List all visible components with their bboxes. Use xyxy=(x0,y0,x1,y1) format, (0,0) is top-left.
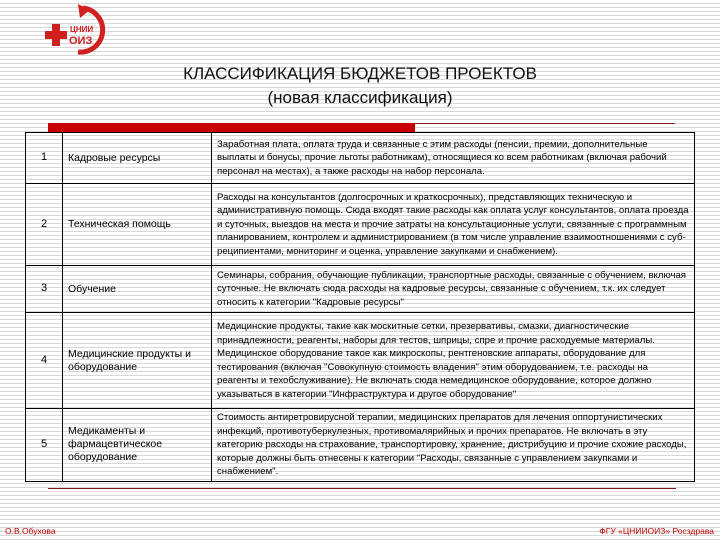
row-description: Стоимость антиретровирусной терапии, медицинских препаратов для лечения оппортунистических инфекций, противотуберкулезных, противомалярийных и прочих препаратов. Не включать в эту категорию расходы на страхование, транспортировку, хранение, дистрибуцию и прочие схожие расходы, которые должны быть отнесены к категории "Расходы, связанные с управлением закупками и снабжением". xyxy=(212,409,695,482)
row-number: 5 xyxy=(26,409,63,482)
table-row xyxy=(26,184,695,266)
row-category: Техническая помощь xyxy=(63,184,212,266)
table-row xyxy=(26,409,695,482)
row-number: 1 xyxy=(26,133,63,184)
footer-organization: ФГУ «ЦНИИОИЗ» Росздрава xyxy=(599,526,714,536)
row-description: Расходы на консультантов (долгосрочных и краткосрочных), представляющих техническую и административную помощь. Сюда входят такие расходы как оплата услуг консультантов, оплата проезда и суточных, выездов на места и прочие затраты на консультационные услуги, связанные с программным планированием, контролем и администрированием (в том числе управление взаимоотношениями с суб-реципиентами, мониторинг и оценка, управление закупками и снабжением). xyxy=(212,184,695,266)
footer-divider xyxy=(48,488,676,489)
row-category: Кадровые ресурсы xyxy=(63,133,212,184)
table-row xyxy=(26,313,695,409)
page-subtitle: (новая классификация) xyxy=(267,88,453,107)
table-row xyxy=(26,133,695,184)
svg-text:ЦНИИ: ЦНИИ xyxy=(70,25,94,34)
row-category: Обучение xyxy=(63,266,212,313)
svg-text:ОИЗ: ОИЗ xyxy=(69,35,93,47)
row-category: Медикаменты и фармацевтическое оборудование xyxy=(63,409,212,482)
budget-classification-table xyxy=(25,132,695,482)
row-number: 4 xyxy=(26,313,63,409)
row-description: Заработная плата, оплата труда и связанные с этим расходы (пенсии, премии, дополнительные выплаты и бонусы, прочие льготы работникам), относящиеся ко всем работникам (включая рабочий персонал на местах), а также расходы на набор персонала. xyxy=(212,133,695,184)
header-accent-bar xyxy=(48,123,415,132)
row-description: Медицинские продукты, такие как москитные сетки, презервативы, смазки, диагностические принадлежности, реагенты, наборы для тестов, шприцы, спре и прочие расходуемые материалы. Медицинское оборудование такое как микроскопы, рентгеновские аппараты, оборудование для тестирования (включая "Совокупную стоимость владения" этим оборудованием, т.е. расходы на реагенты и техобслуживание). Не включать сюда немедицинское оборудование, которое должно указываться в категории "Инфраструктура и другое оборудование" xyxy=(212,313,695,409)
page-title: КЛАССИФИКАЦИЯ БЮДЖЕТОВ ПРОЕКТОВ xyxy=(183,64,537,83)
row-number: 2 xyxy=(26,184,63,266)
table-row xyxy=(26,266,695,313)
row-number: 3 xyxy=(26,266,63,313)
footer-author: О.В.Обухова xyxy=(5,526,56,536)
row-description: Семинары, собрания, обучающие публикации, транспортные расходы, связанные с обучением, включая суточные. Не включать сюда расходы на кадровые ресурсы, связанные с обучением, т.к. их следует относить к категории "Кадровые ресурсы" xyxy=(212,266,695,313)
row-category: Медицинские продукты и оборудование xyxy=(63,313,212,409)
organization-logo xyxy=(38,2,118,62)
